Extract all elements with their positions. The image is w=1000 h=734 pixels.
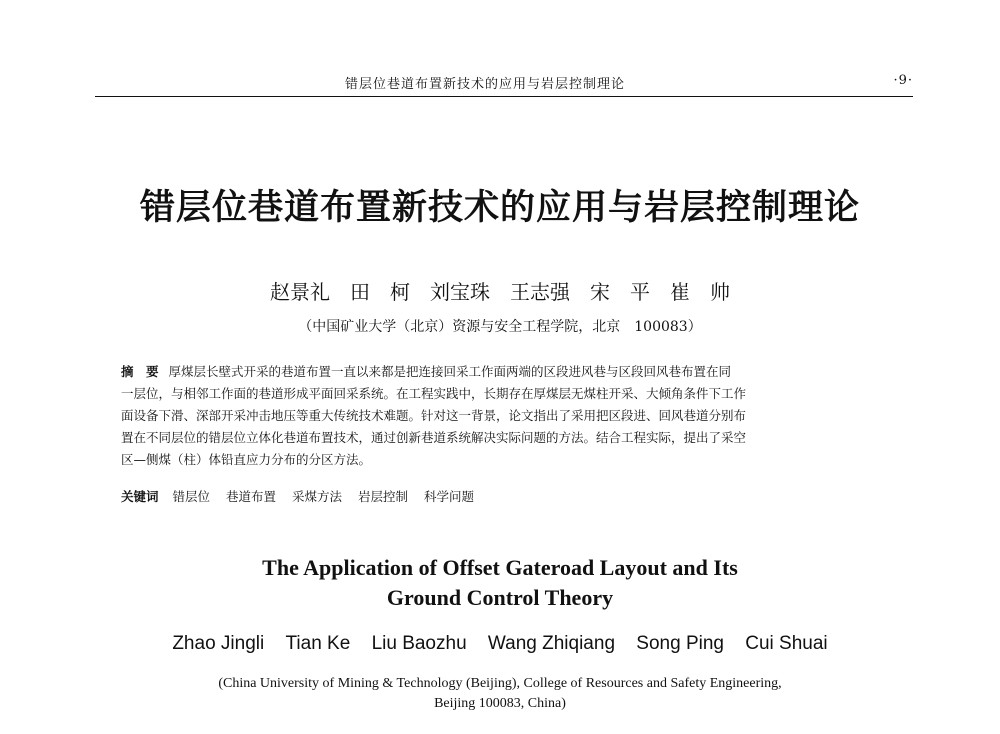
keywords-cn xyxy=(121,487,486,505)
abstract-cn xyxy=(121,361,881,471)
abstract-line: 面设备下滑、深部开采冲击地压等重大传统技术难题。针对这一背景，论文指出了采用把区段进、回风巷道分别布 xyxy=(121,408,747,423)
paper-title-en xyxy=(0,553,1000,613)
title-en-line: The Application of Offset Gateroad Layout and Its xyxy=(262,555,738,580)
author-list-en xyxy=(0,633,1000,655)
header-rule xyxy=(95,96,913,97)
keyword: 岩层控制 xyxy=(358,489,409,504)
keywords-label: 关键词 xyxy=(121,489,159,504)
abstract-line: 区—侧煤（柱）体铅直应力分布的分区方法。 xyxy=(121,452,372,467)
running-header xyxy=(95,73,913,95)
paper-title-cn: 错层位巷道布置新技术的应用与岩层控制理论 xyxy=(139,187,860,228)
affiliation-cn: （中国矿业大学（北京）资源与安全工程学院，北京 100083） xyxy=(298,319,702,335)
page-number: ·9· xyxy=(893,73,913,88)
author-name: Zhao Jingli xyxy=(172,633,265,654)
keyword: 采煤方法 xyxy=(292,489,343,504)
keyword: 错层位 xyxy=(172,489,211,504)
author-name: Liu Baozhu xyxy=(371,633,467,654)
abstract-line: 置在不同层位的错层位立体化巷道布置技术，通过创新巷道系统解决实际问题的方法。结合工程实际，提出了采空 xyxy=(121,430,747,445)
running-title: 错层位巷道布置新技术的应用与岩层控制理论 xyxy=(345,77,626,92)
author-list-cn: 赵景礼 田 柯 刘宝珠 王志强 宋 平 崔 帅 xyxy=(270,280,730,304)
keyword: 科学问题 xyxy=(424,489,475,504)
title-en-line: Ground Control Theory xyxy=(386,585,614,610)
keyword: 巷道布置 xyxy=(226,489,277,504)
affiliation-en-line: Beijing 100083, China) xyxy=(434,696,566,711)
author-name: Song Ping xyxy=(636,633,724,654)
affiliation-en-line: (China University of Mining & Technology (Beijing), College of Resources and Safety Engineering, xyxy=(218,676,782,691)
author-name: Cui Shuai xyxy=(745,633,828,654)
affiliation-en xyxy=(0,674,1000,714)
abstract-line: 摘 要 厚煤层长壁式开采的巷道布置一直以来都是把连接回采工作面两端的区段进风巷与区段回风巷布置在同 xyxy=(121,364,732,379)
abstract-line: 一层位，与相邻工作面的巷道形成平面回采系统。在工程实践中，长期存在厚煤层无煤柱开采、大倾角条件下工作 xyxy=(121,386,747,401)
author-name: Tian Ke xyxy=(285,633,351,654)
abstract-label: 摘 要 xyxy=(121,364,159,379)
author-name: Wang Zhiqiang xyxy=(487,633,616,654)
